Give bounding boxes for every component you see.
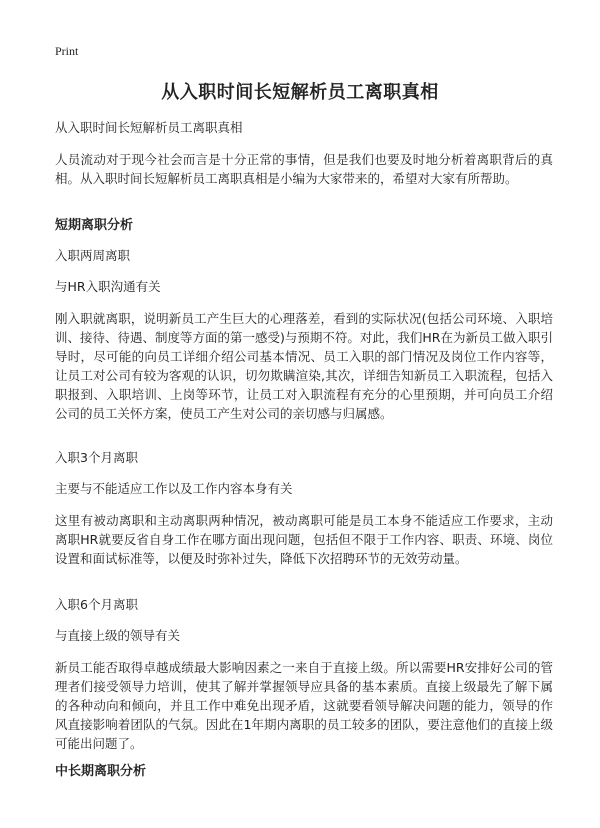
body-paragraph-two-weeks: 刚入职就离职，说明新员工产生巨大的心理落差，看到的实际状况(包括公司环境、入职培训、接待、待遇、制度等方面的第一感受)与预期不符。对此，我们HR在为新员工做入职引导时，尽可能的向员工详细介绍公司基本情况、员工入职的部门情况及岗位工作内容等，让员工对公司有较为客观的认识，切勿欺瞒渲染,其次，详细告知新员工入职流程，包括入职报到、入职培训、上岗等环节，让员工对入职流程有充分的心里预期，并可向员工介绍公司的员工关怀方案，使员工产生对公司的亲切感与归属感。 [55, 311, 553, 421]
section-heading-mid-long-term: 中长期离职分析 [55, 764, 147, 779]
period-label-three-months: 入职3个月离职 [55, 450, 138, 465]
reason-label-three-months: 主要与不能适应工作以及工作内容本身有关 [55, 481, 293, 496]
reason-label-two-weeks: 与HR入职沟通有关 [55, 279, 161, 294]
body-paragraph-six-months: 新员工能否取得卓越成绩最大影响因素之一来自于直接上级。所以需要HR安排好公司的管理者们接受领导力培训，使其了解并掌握领导应具备的基本素质。直接上级最先了解下属的各种动向和倾向，并且工作中难免出现矛盾，这就要看领导解决问题的能力，领导的作风直接影响着团队的气氛。因此在1年期内离职的员工较多的团队，要注意他们的直接上级可能出问题了。 [55, 660, 553, 751]
subtitle: 从入职时间长短解析员工离职真相 [55, 120, 243, 135]
period-label-six-months: 入职6个月离职 [55, 597, 138, 612]
page-title: 从入职时间长短解析员工离职真相 [161, 82, 439, 103]
body-paragraph-three-months: 这里有被动离职和主动离职两种情况，被动离职可能是员工本身不能适应工作要求，主动离职HR就要反省自身工作在哪方面出现问题，包括但不限于工作内容、职责、环境、岗位设置和面试标准等，以便及时弥补过失，降低下次招聘环节的无效劳动量。 [55, 513, 553, 566]
section-heading-short-term: 短期离职分析 [55, 218, 134, 233]
print-link[interactable]: Print [55, 44, 79, 58]
reason-label-six-months: 与直接上级的领导有关 [55, 628, 181, 643]
period-label-two-weeks: 入职两周离职 [55, 248, 131, 263]
intro-paragraph: 人员流动对于现今社会而言是十分正常的事情，但是我们也要及时地分析着离职背后的真相。从入职时间长短解析员工离职真相是小编为大家带来的，希望对大家有所帮助。 [55, 152, 553, 186]
